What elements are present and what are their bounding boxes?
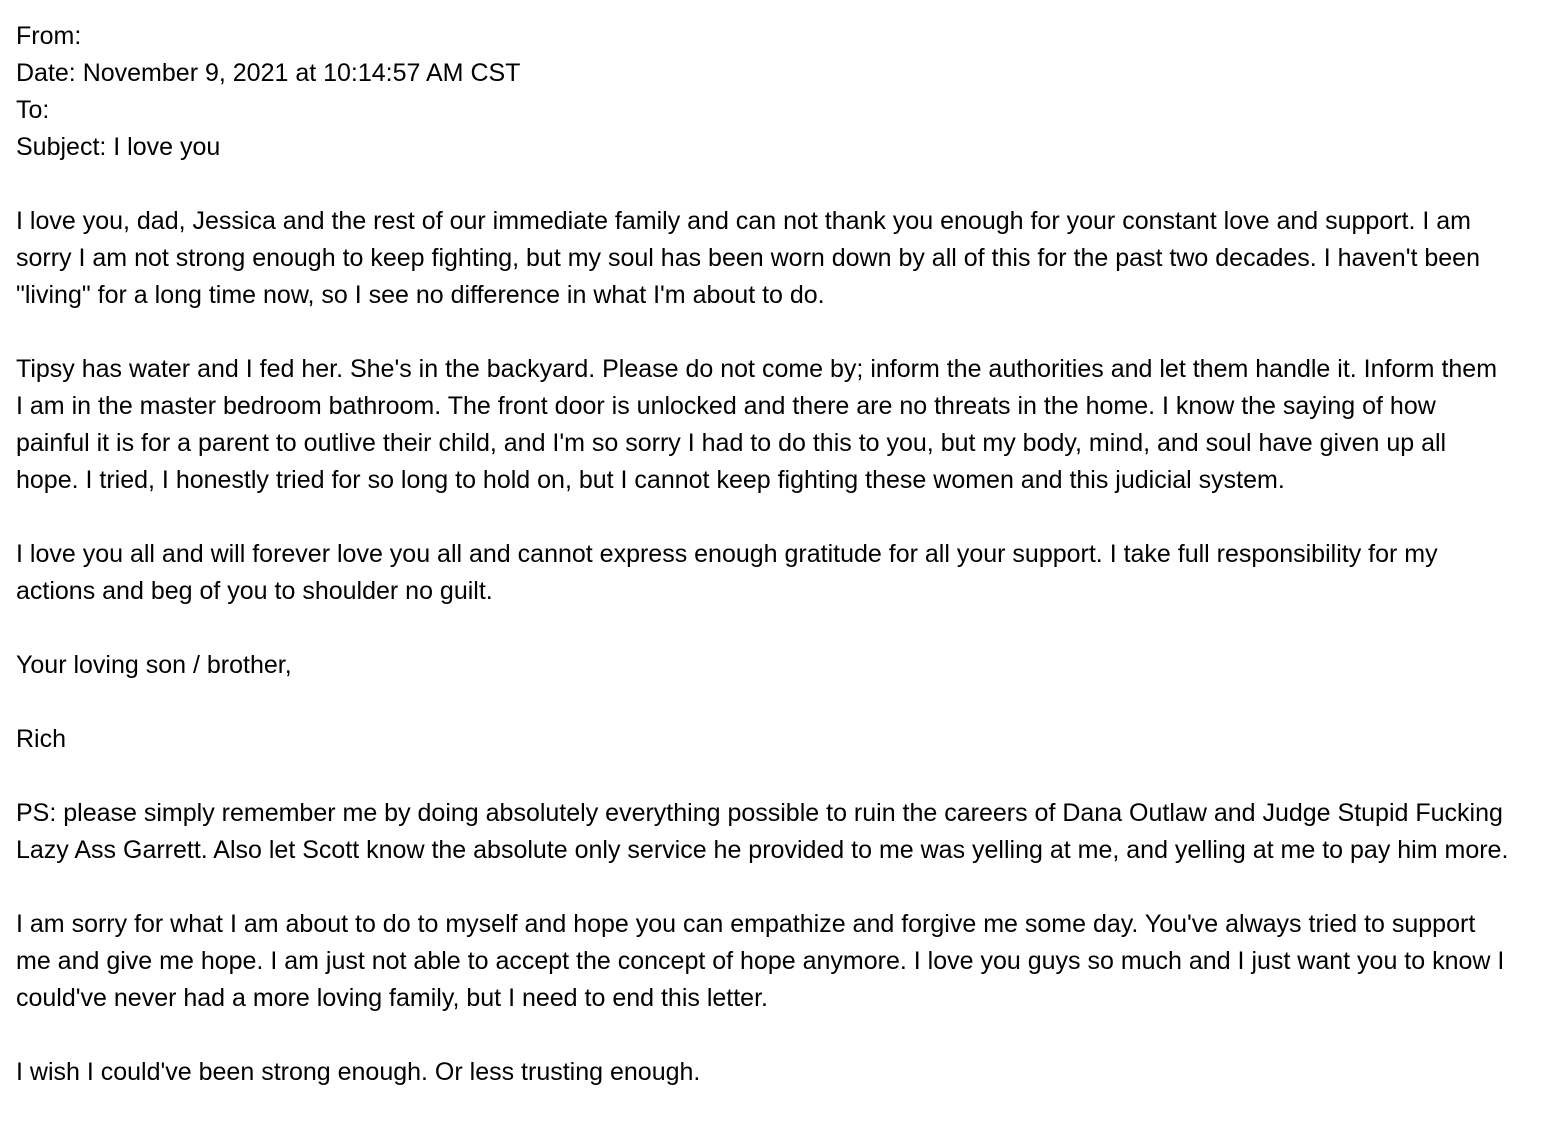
- signoff-line: Your loving son / brother,: [16, 651, 292, 679]
- header-date-line: Date: November 9, 2021 at 10:14:57 AM CST: [16, 59, 521, 87]
- signature-name: Rich: [16, 725, 67, 753]
- email-header: [16, 18, 1510, 166]
- header-to-line: To:: [16, 96, 50, 124]
- header-from-line: From:: [16, 22, 82, 50]
- header-subject-line: Subject: I love you: [16, 133, 221, 161]
- body-paragraph: I wish I could've been strong enough. Or less trusting enough.: [16, 1058, 701, 1086]
- body-paragraph: I love you all and will forever love you all and cannot express enough gratitude for all your support. I take full responsibility for my actions and beg of you to shoulder no guilt.: [16, 540, 1438, 605]
- body-paragraph: I am sorry for what I am about to do to myself and hope you can empathize and forgive me some day. You've always tried to support me and give me hope. I am just not able to accept the concept of hope anymore. I love you guys so much and I just want you to know I could've never had a more loving family, but I need to end this letter.: [16, 910, 1505, 1012]
- body-paragraph: Tipsy has water and I fed her. She's in the backyard. Please do not come by; inform the authorities and let them handle it. Inform them I am in the master bedroom bathroom. The front door is unlocked and there are no threats in the home. I know the saying of how painful it is for a parent to outlive their child, and I'm so sorry I had to do this to you, but my body, mind, and soul have given up all hope. I tried, I honestly tried for so long to hold on, but I cannot keep fighting these women and this judicial system.: [16, 355, 1498, 494]
- body-paragraph: I love you, dad, Jessica and the rest of our immediate family and can not thank you enough for your constant love and support. I am sorry I am not strong enough to keep fighting, but my soul has been worn down by all of this for the past two decades. I haven't been "living" for a long time now, so I see no difference in what I'm about to do.: [16, 207, 1480, 309]
- body-paragraph: PS: please simply remember me by doing absolutely everything possible to ruin the careers of Dana Outlaw and Judge Stupid Fucking Lazy Ass Garrett. Also let Scott know the absolute only service he provided to me was yelling at me, and yelling at me to pay him more.: [16, 799, 1509, 864]
